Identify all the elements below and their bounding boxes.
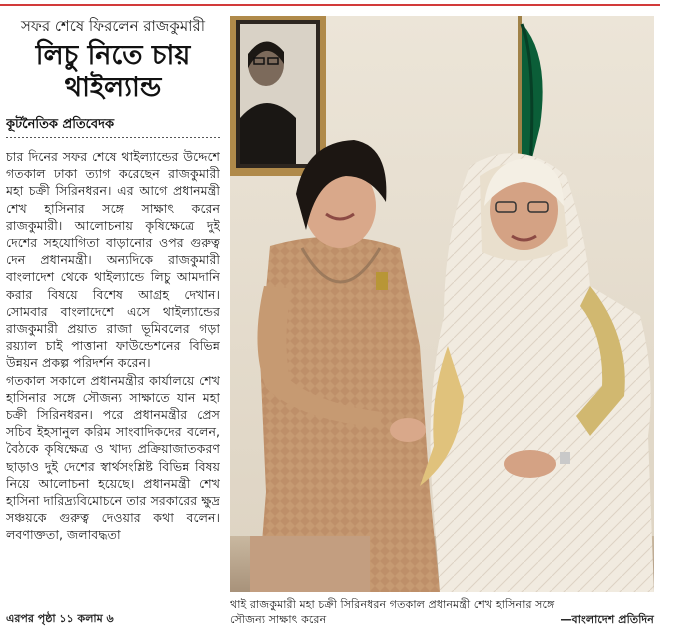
article-column (6, 14, 220, 626)
article-headline (6, 40, 220, 104)
continued-reference[interactable]: এরপর পৃষ্ঠা ১১ কলাম ৬ (6, 612, 114, 625)
photo-illustration (230, 16, 654, 592)
portrait-frame (230, 16, 326, 176)
byline-block (6, 116, 220, 138)
caption-line-2-row (230, 612, 654, 627)
paragraph-2: গতকাল সকালে প্রধানমন্ত্রীর কার্যালয়ে শেখ হাসিনার সঙ্গে সৌজন্য সাক্ষাতে যান মহা চক্রী সিরিনধরন। পরে প্রধানমন্ত্রীর প্রেস সচিব ইহসানুল করিম সাংবাদিকদের বলেন, বৈঠকে কৃষিক্ষেত্র ও খাদ্য প্রক্রিয়াজাতকরণ ছাড়াও দুই দেশের স্বার্থসংশ্লিষ্ট বিভিন্ন বিষয় নিয়ে আলোচনা হয়েছে। প্রধানমন্ত্রী শেখ হাসিনা দারিদ্র্যবিমোচনে তার সরকারের ক্ষুদ্র সঞ্চয়কে গুরুত্ব দেওয়ার কথা বলেন। লবণাক্ততা, জলাবদ্ধতা (6, 372, 220, 543)
caption-line-2: সৌজন্য সাক্ষাৎ করেন (230, 613, 327, 626)
byline: কূটনৈতিক প্রতিবেদক (6, 117, 115, 132)
top-rule (0, 0, 687, 6)
byline-divider (6, 137, 220, 138)
continued-line (6, 612, 220, 626)
article-kicker: সফর শেষে ফিরলেন রাজকুমারী (20, 17, 206, 35)
page-margin (660, 0, 687, 630)
news-photo (230, 16, 654, 592)
photo-credit: —বাংলাদেশ প্রতিদিন (560, 613, 654, 626)
headline-line-1: লিচু নিতে চায় (35, 40, 191, 71)
article-body (6, 148, 220, 544)
accent-rule (0, 4, 660, 6)
headline-line-2: থাইল্যান্ড (64, 72, 162, 103)
caption-line-1: থাই রাজকুমারী মহা চক্রী সিরিনধরন গতকাল প্রধানমন্ত্রী শেখ হাসিনার সঙ্গে (230, 598, 555, 611)
paragraph-1: চার দিনের সফর শেষে থাইল্যান্ডের উদ্দেশে গতকাল ঢাকা ত্যাগ করেছেন রাজকুমারী মহা চক্রী সিরিনধরন। এর আগে প্রধানমন্ত্রী শেখ হাসিনার সঙ্গে সাক্ষাৎ করেন রাজকুমারী। আলোচনায় কৃষিক্ষেত্রে দুই দেশের সহযোগিতা বাড়ানোর ওপর গুরুত্ব দেন প্রধানমন্ত্রী। অন্যদিকে রাজকুমারী বাংলাদেশ থেকে থাইল্যান্ডে লিচু আমদানি করার বিষয়ে বিশেষ আগ্রহ দেখান। সোমবার বাংলাদেশে এসে থাইল্যান্ডের রাজকুমারী প্রয়াত রাজা ভূমিবলের গড়া রয়্যাল চাই পাত্তানা ফাউন্ডেশনের বিভিন্ন উন্নয়ন প্রকল্প পরিদর্শন করেন। (6, 149, 220, 371)
photo-caption (230, 597, 654, 629)
